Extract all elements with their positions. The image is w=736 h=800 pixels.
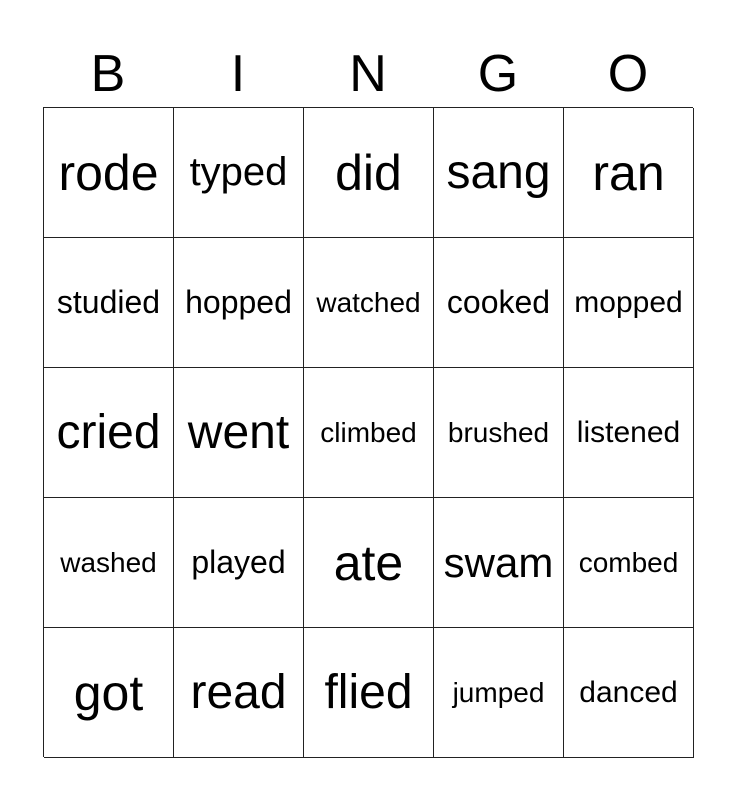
bingo-cell[interactable]: studied	[44, 238, 174, 368]
bingo-cell[interactable]: typed	[174, 108, 304, 238]
bingo-cell[interactable]: cooked	[434, 238, 564, 368]
bingo-cell[interactable]: hopped	[174, 238, 304, 368]
bingo-cell[interactable]: ate	[304, 498, 434, 628]
bingo-cell[interactable]: got	[44, 628, 174, 758]
header-letter-n: N	[349, 45, 387, 103]
bingo-board	[43, 107, 693, 757]
header-letter-g: G	[477, 45, 519, 103]
bingo-cell[interactable]: danced	[564, 628, 694, 758]
bingo-cell[interactable]: listened	[564, 368, 694, 498]
bingo-cell[interactable]: jumped	[434, 628, 564, 758]
bingo-cell[interactable]: combed	[564, 498, 694, 628]
bingo-cell[interactable]: climbed	[304, 368, 434, 498]
bingo-cell[interactable]: swam	[434, 498, 564, 628]
bingo-cell[interactable]: watched	[304, 238, 434, 368]
bingo-cell[interactable]: did	[304, 108, 434, 238]
header-letter-i: I	[230, 45, 246, 103]
bingo-cell[interactable]: cried	[44, 368, 174, 498]
bingo-cell[interactable]: read	[174, 628, 304, 758]
header-letter-b: B	[90, 45, 126, 103]
header-letter-o: O	[607, 45, 649, 103]
bingo-cell[interactable]: rode	[44, 108, 174, 238]
bingo-cell[interactable]: ran	[564, 108, 694, 238]
bingo-cell[interactable]: went	[174, 368, 304, 498]
bingo-cell[interactable]: brushed	[434, 368, 564, 498]
bingo-cell[interactable]: flied	[304, 628, 434, 758]
bingo-header	[43, 44, 693, 104]
bingo-cell[interactable]: played	[174, 498, 304, 628]
bingo-cell[interactable]: sang	[434, 108, 564, 238]
bingo-cell[interactable]: mopped	[564, 238, 694, 368]
bingo-cell[interactable]: washed	[44, 498, 174, 628]
